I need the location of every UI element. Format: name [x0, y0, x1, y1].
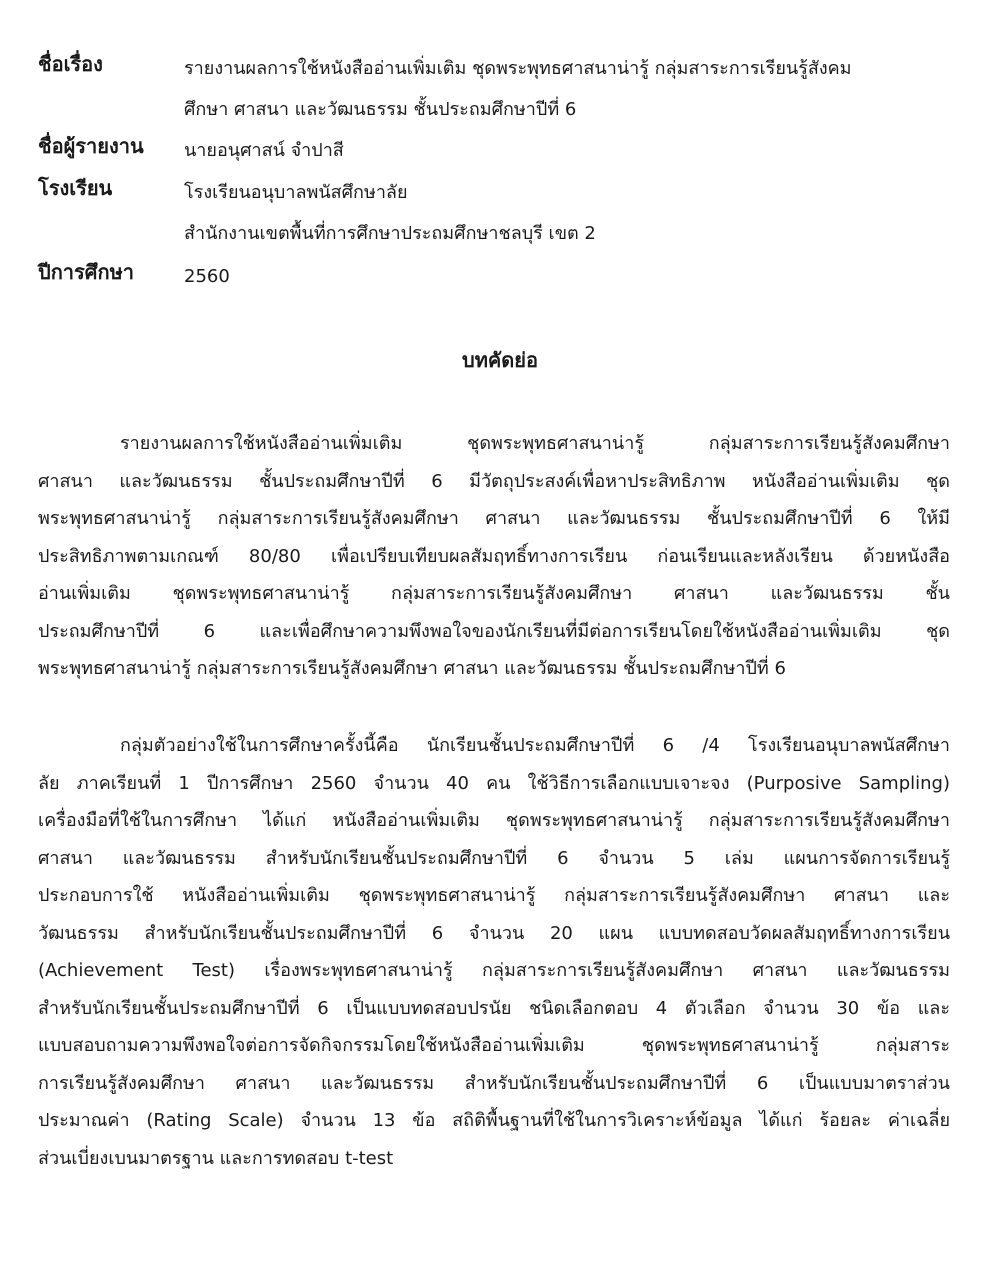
- meta-author-value: [184, 130, 962, 171]
- paragraph-line: ศาสนา และวัฒนธรรม ชั้นประถมศึกษาปีที่ 6 มีวัตถุประสงค์เพื่อหาประสิทธิภาพ หนังสืออ่านเพิ่มเติม ชุด: [38, 470, 950, 492]
- paragraph-line: ศาสนา และวัฒนธรรม สำหรับนักเรียนชั้นประถมศึกษาปีที่ 6 จำนวน 5 เล่ม แผนการจัดการเรียนรู้: [38, 847, 950, 869]
- paragraph-line: การเรียนรู้สังคมศึกษา ศาสนา และวัฒนธรรม สำหรับนักเรียนชั้นประถมศึกษาปีที่ 6 เป็นแบบมาตราส่วน: [38, 1072, 950, 1094]
- paragraph-line: พระพุทธศาสนาน่ารู้ กลุ่มสาระการเรียนรู้สังคมศึกษา ศาสนา และวัฒนธรรม ชั้นประถมศึกษาปีที่ 6: [38, 658, 786, 679]
- paragraph-line: วัฒนธรรม สำหรับนักเรียนชั้นประถมศึกษาปีที่ 6 จำนวน 20 แผน แบบทดสอบวัดผลสัมฤทธิ์ทางการเรียน: [38, 922, 950, 944]
- paragraph-line: ประกอบการใช้ หนังสืออ่านเพิ่มเติม ชุดพระพุทธศาสนาน่ารู้ กลุ่มสาระการเรียนรู้สังคมศึกษา ศาสนา และ: [38, 885, 950, 906]
- paragraph-line: ประมาณค่า (Rating Scale) จำนวน 13 ข้อ สถิติพื้นฐานที่ใช้ในการวิเคราะห์ข้อมูล ได้แก่ ร้อยละ ค่าเฉลี่ย: [38, 1110, 950, 1131]
- meta-title-line: รายงานผลการใช้หนังสืออ่านเพิ่มเติม ชุดพระพุทธศาสนาน่ารู้ กลุ่มสาระการเรียนรู้สังคม: [184, 58, 852, 79]
- meta-title-value: [184, 48, 962, 130]
- meta-title-line: ศึกษา ศาสนา และวัฒนธรรม ชั้นประถมศึกษาปีที่ 6: [184, 99, 577, 120]
- meta-school-line: โรงเรียนอนุบาลพนัสศึกษาลัย: [184, 182, 408, 203]
- paragraph-line: พระพุทธศาสนาน่ารู้ กลุ่มสาระการเรียนรู้สังคมศึกษา ศาสนา และวัฒนธรรม ชั้นประถมศึกษาปีที่ 6 ให้มี: [38, 508, 950, 529]
- abstract-paragraph-2: [38, 727, 950, 1177]
- meta-author-label: ชื่อผู้รายงาน: [38, 134, 144, 158]
- meta-school-line: สำนักงานเขตพื้นที่การศึกษาประถมศึกษาชลบุรี เขต 2: [184, 223, 596, 244]
- paragraph-line: ลัย ภาคเรียนที่ 1 ปีการศึกษา 2560 จำนวน 40 คน ใช้วิธีการเลือกแบบเจาะจง (Purposive Sampling): [38, 772, 950, 794]
- abstract-paragraph-1: [38, 425, 950, 688]
- meta-year-value: [184, 256, 962, 297]
- meta-title-label: ชื่อเรื่อง: [38, 52, 103, 76]
- paragraph-line: เครื่องมือที่ใช้ในการศึกษา ได้แก่ หนังสืออ่านเพิ่มเติม ชุดพระพุทธศาสนาน่ารู้ กลุ่มสาระการเรียนรู้สังคมศึกษา: [38, 810, 950, 831]
- meta-school-label: โรงเรียน: [38, 176, 113, 200]
- paragraph-line: (Achievement Test) เรื่องพระพุทธศาสนาน่ารู้ กลุ่มสาระการเรียนรู้สังคมศึกษา ศาสนา และวัฒนธรรม: [38, 960, 950, 981]
- paragraph-line: ประสิทธิภาพตามเกณฑ์ 80/80 เพื่อเปรียบเทียบผลสัมฤทธิ์ทางการเรียน ก่อนเรียนและหลังเรียน ด้วยหนังสือ: [38, 545, 950, 567]
- paragraph-line: สำหรับนักเรียนชั้นประถมศึกษาปีที่ 6 เป็นแบบทดสอบปรนัย ชนิดเลือกตอบ 4 ตัวเลือก จำนวน 30 ข้อ และ: [38, 997, 950, 1019]
- paragraph-line: รายงานผลการใช้หนังสืออ่านเพิ่มเติม ชุดพระพุทธศาสนาน่ารู้ กลุ่มสาระการเรียนรู้สังคมศึกษา: [120, 433, 950, 454]
- meta-author-name: นายอนุศาสน์ จำปาสี: [184, 140, 344, 161]
- meta-year-number: 2560: [184, 266, 230, 287]
- paragraph-line: กลุ่มตัวอย่างใช้ในการศึกษาครั้งนี้คือ นักเรียนชั้นประถมศึกษาปีที่ 6 /4 โรงเรียนอนุบาลพนัสศึกษา: [120, 735, 950, 756]
- paragraph-line: แบบสอบถามความพึงพอใจต่อการจัดกิจกรรมโดยใช้หนังสืออ่านเพิ่มเติม ชุดพระพุทธศาสนาน่ารู้ กลุ่มสาระ: [38, 1035, 950, 1056]
- meta-school-value: [184, 172, 962, 254]
- paragraph-line: ประถมศึกษาปีที่ 6 และเพื่อศึกษาความพึงพอใจของนักเรียนที่มีต่อการเรียนโดยใช้หนังสืออ่านเพิ่มเติม ชุด: [38, 620, 950, 642]
- paragraph-line: อ่านเพิ่มเติม ชุดพระพุทธศาสนาน่ารู้ กลุ่มสาระการเรียนรู้สังคมศึกษา ศาสนา และวัฒนธรรม ชั้น: [38, 583, 950, 604]
- paragraph-line: ส่วนเบี่ยงเบนมาตรฐาน และการทดสอบ t-test: [38, 1147, 394, 1169]
- meta-year-label: ปีการศึกษา: [38, 260, 134, 284]
- abstract-heading: บทคัดย่อ: [462, 348, 538, 372]
